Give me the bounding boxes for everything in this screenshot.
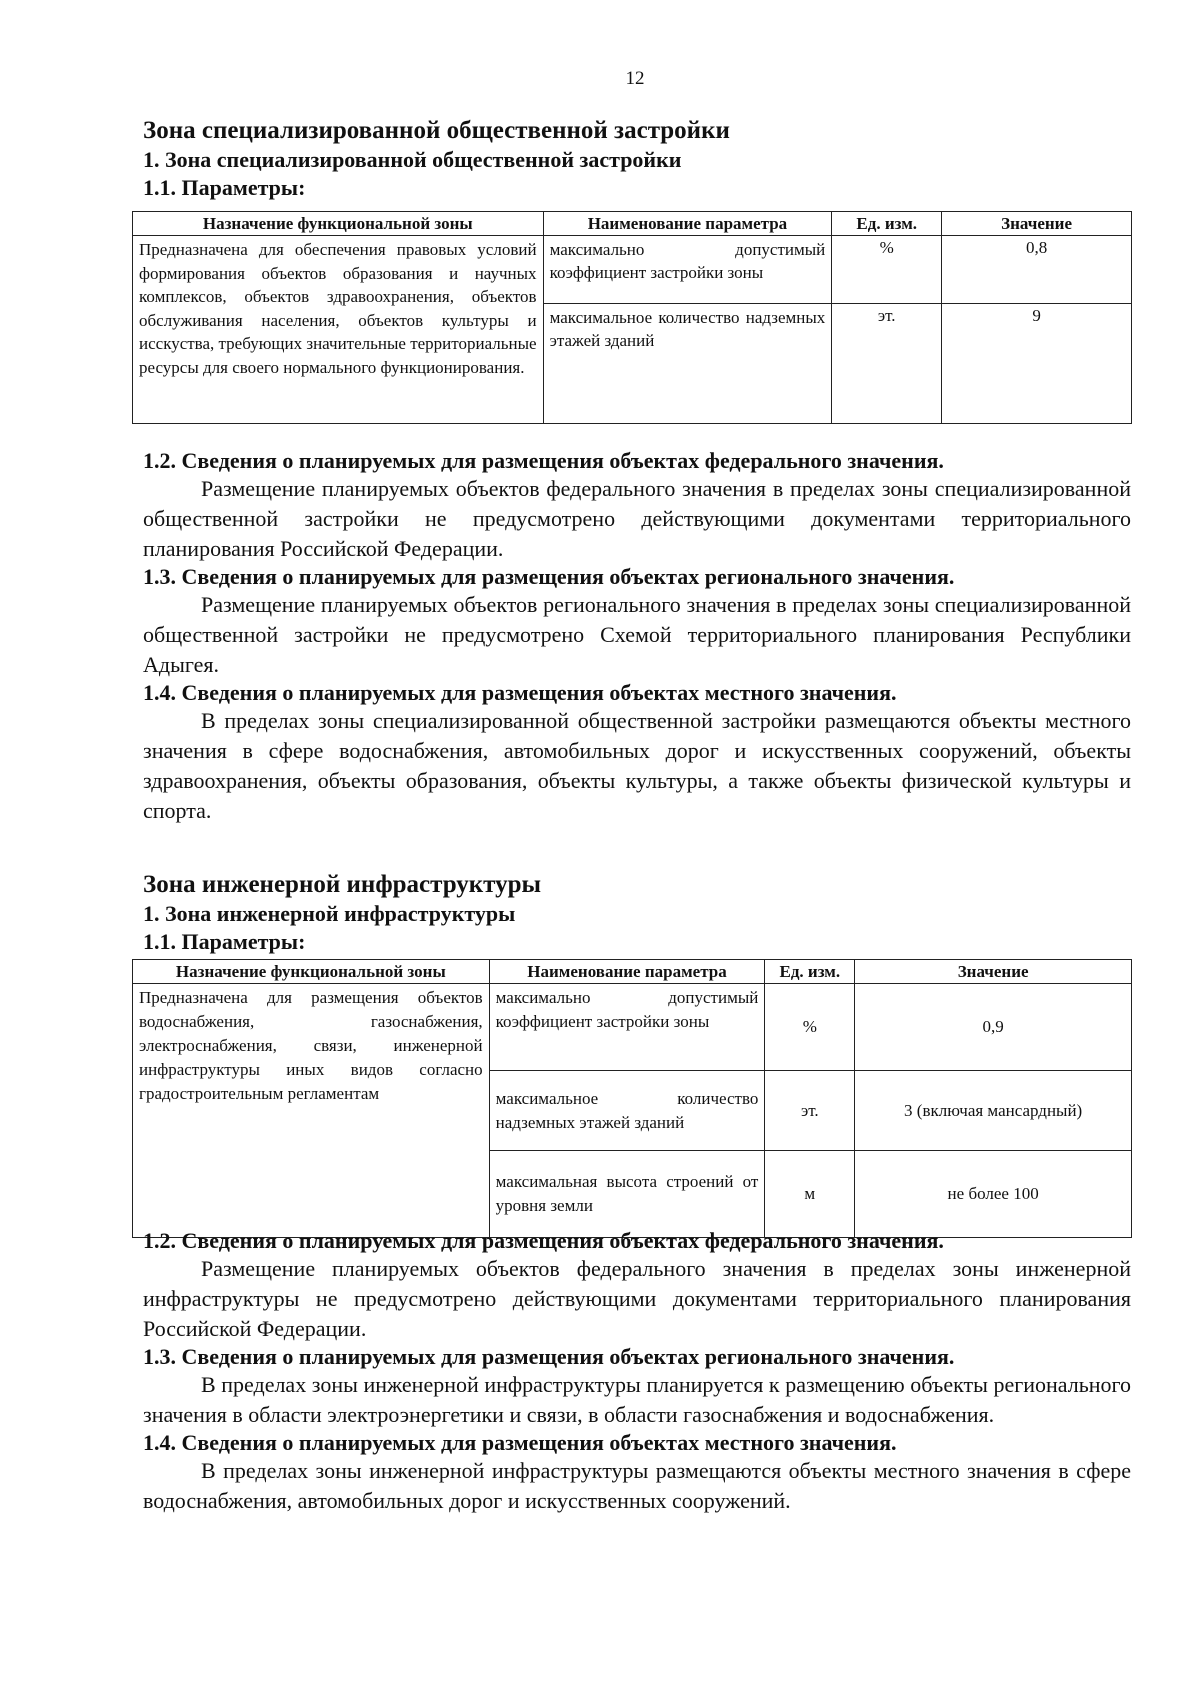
value-cell: не более 100	[855, 1151, 1132, 1238]
table-header-row	[133, 212, 1132, 236]
zone-subtitle: 1. Зона инженерной инфраструктуры	[143, 901, 516, 926]
unit-cell: м	[765, 1151, 855, 1238]
parameter-name-cell: максимальное количество надземных этажей зданий	[489, 1071, 765, 1151]
zone-title: Зона инженерной инфраструктуры	[143, 871, 542, 898]
column-header: Наименование параметра	[543, 212, 832, 236]
zone-2-header	[143, 870, 1131, 956]
column-header: Ед. изм.	[832, 212, 942, 236]
parameter-name-cell: максимально допустимый коэффициент застройки зоны	[543, 236, 832, 304]
page-number: 12	[625, 68, 645, 89]
zone-1-details	[143, 448, 1131, 826]
regional-text: В пределах зоны инженерной инфраструктуры планируется к размещению объекты регионального значения в области электроэнергетики и связи, в области газоснабжения и водоснабжения.	[143, 1372, 1131, 1427]
local-text: В пределах зоны инженерной инфраструктуры размещаются объекты местного значения в сфере водоснабжения, автомобильных дорог и искусственных сооружений.	[143, 1458, 1131, 1513]
column-header: Назначение функциональной зоны	[133, 960, 490, 984]
federal-heading: 1.2. Сведения о планируемых для размещения объектах федерального значения.	[143, 448, 944, 473]
value-cell: 0,8	[942, 236, 1132, 304]
value-cell: 0,9	[855, 984, 1132, 1071]
zone-2-parameters-table	[132, 959, 1132, 1238]
zone-title: Зона специализированной общественной застройки	[143, 117, 730, 144]
zone-subtitle: 1. Зона специализированной общественной застройки	[143, 147, 682, 172]
zone-2-details	[143, 1228, 1131, 1516]
local-heading: 1.4. Сведения о планируемых для размещения объектах местного значения.	[143, 1430, 897, 1455]
zone-purpose-cell: Предназначена для обеспечения правовых условий формирования объектов образования и научных комплексов, объектов здравоохранения, объектов обслуживания населения, объектов культуры и исскуства, требующих значительные территориальные ресурсы для своего нормального функционирования.	[133, 236, 544, 424]
column-header: Ед. изм.	[765, 960, 855, 984]
local-heading: 1.4. Сведения о планируемых для размещения объектах местного значения.	[143, 680, 897, 705]
column-header: Значение	[855, 960, 1132, 984]
zone-1-parameters-table	[132, 211, 1132, 424]
unit-cell: эт.	[832, 304, 942, 424]
regional-heading: 1.3. Сведения о планируемых для размещения объектах регионального значения.	[143, 1344, 955, 1369]
unit-cell: %	[765, 984, 855, 1071]
parameter-name-cell: максимальное количество надземных этажей зданий	[543, 304, 832, 424]
zone-1-header	[143, 116, 1131, 202]
params-heading: 1.1. Параметры:	[143, 175, 306, 200]
params-heading: 1.1. Параметры:	[143, 929, 306, 954]
table-header-row	[133, 960, 1132, 984]
column-header: Назначение функциональной зоны	[133, 212, 544, 236]
regional-text: Размещение планируемых объектов регионального значения в пределах зоны специализированной общественной застройки не предусмотрено Схемой территориального планирования Республики Адыгея.	[143, 592, 1131, 677]
federal-heading: 1.2. Сведения о планируемых для размещения объектах федерального значения.	[143, 1228, 944, 1253]
regional-heading: 1.3. Сведения о планируемых для размещения объектах регионального значения.	[143, 564, 955, 589]
unit-cell: эт.	[765, 1071, 855, 1151]
parameter-name-cell: максимально допустимый коэффициент застройки зоны	[489, 984, 765, 1071]
column-header: Наименование параметра	[489, 960, 765, 984]
federal-text: Размещение планируемых объектов федерального значения в пределах зоны инженерной инфраструктуры не предусмотрено действующими документами территориального планирования Российской Федерации.	[143, 1256, 1131, 1341]
unit-cell: %	[832, 236, 942, 304]
parameter-name-cell: максимальная высота строений от уровня земли	[489, 1151, 765, 1238]
federal-text: Размещение планируемых объектов федерального значения в пределах зоны специализированной общественной застройки не предусмотрено действующими документами территориального планирования Российской Федерации.	[143, 476, 1131, 561]
table-row	[133, 236, 1132, 304]
zone-purpose-cell: Предназначена для размещения объектов водоснабжения, газоснабжения, электроснабжения, связи, инженерной инфраструктуры иных видов согласно градостроительным регламентам	[133, 984, 490, 1238]
column-header: Значение	[942, 212, 1132, 236]
value-cell: 9	[942, 304, 1132, 424]
table-row	[133, 984, 1132, 1071]
value-cell: 3 (включая мансардный)	[855, 1071, 1132, 1151]
local-text: В пределах зоны специализированной общественной застройки размещаются объекты местного значения в сфере водоснабжения, автомобильных дорог и искусственных сооружений, объекты здравоохранения, объекты образования, объекты культуры, а также объекты физической культуры и спорта.	[143, 708, 1131, 823]
